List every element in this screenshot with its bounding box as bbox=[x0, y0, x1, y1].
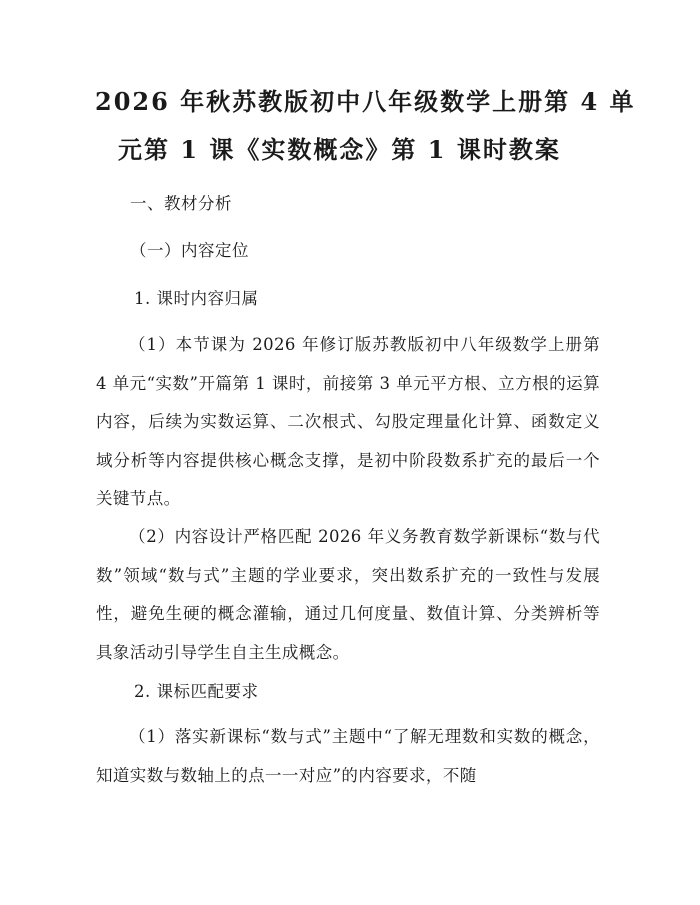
paragraph-3: （1）落实新课标“数与式”主题中“了解无理数和实数的概念，知道实数与数轴上的点一一对应”的内容要求，不随 bbox=[96, 727, 600, 785]
subsection-heading-1-1-1: 1. 课时内容归属 bbox=[134, 289, 259, 308]
document-title-line-1: 2026 年秋苏教版初中八年级数学上册第 4 单 bbox=[95, 87, 636, 116]
document-title-line-2: 元第 1 课《实数概念》第 1 课时教案 bbox=[118, 135, 561, 164]
section-heading-1: 一、教材分析 bbox=[130, 194, 232, 213]
subsection-heading-1-1-2: 2. 课标匹配要求 bbox=[134, 682, 259, 701]
subsection-heading-1-1: （一）内容定位 bbox=[130, 241, 249, 260]
paragraph-1: （1）本节课为 2026 年修订版苏教版初中八年级数学上册第 4 单元“实数”开篇第 1 课时，前接第 3 单元平方根、立方根的运算内容，后续为实数运算、二次根式、勾股定理量化计算、函数定义域分析等内容提供核心概念支撑，是初中阶段数系扩充的最后一个关键节点。 bbox=[96, 335, 600, 508]
paragraph-2: （2）内容设计严格匹配 2026 年义务教育数学新课标“数与代数”领域“数与式”主题的学业要求，突出数系扩充的一致性与发展性，避免生硬的概念灌输，通过几何度量、数值计算、分类辨析等具象活动引导学生自主生成概念。 bbox=[96, 527, 600, 662]
